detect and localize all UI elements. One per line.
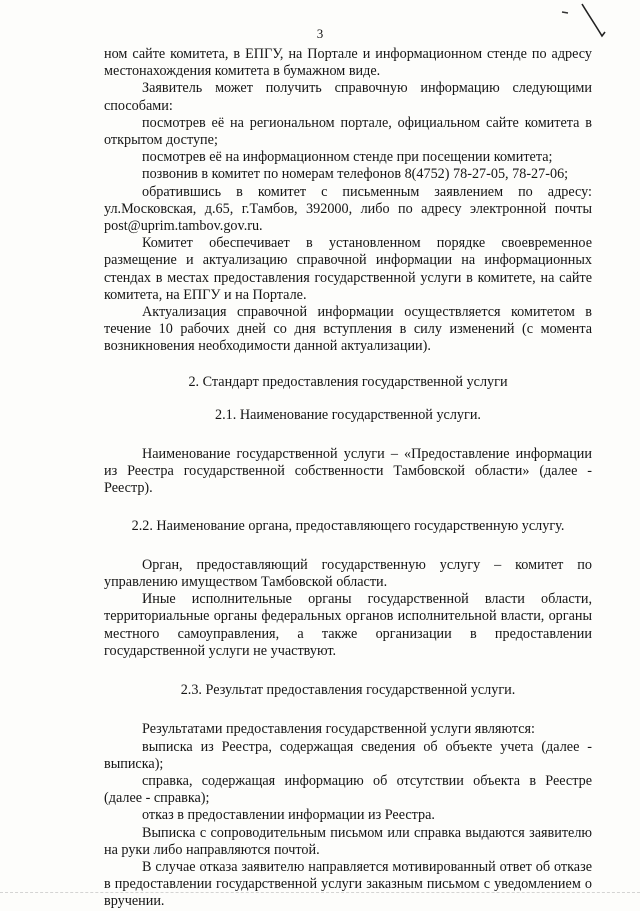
- section-2-3-heading: 2.3. Результат предоставления государственной услуги.: [180, 682, 516, 699]
- section-2-1-text: Наименование государственной услуги – «Предоставление информации из Реестра государственной собственности Тамбовской области» (далее - Реестр).: [104, 446, 592, 497]
- section-2-3-paragraph-4: отказ в предоставлении информации из Реестра.: [142, 807, 435, 824]
- section-2-1-heading: 2.1. Наименование государственной услуги.: [215, 406, 481, 423]
- paragraph-3: посмотрев её на региональном портале, официальном сайте комитета в открытом доступе;: [104, 114, 592, 149]
- section-2-2-paragraph-2: Иные исполнительные органы государственной власти области, территориальные органы федеральных органов исполнительной власти, органы местного самоуправления, а также организации в предоставлении государственной услуги не участвуют.: [104, 591, 592, 659]
- section-2-3-paragraph-6: В случае отказа заявителю направляется мотивированный ответ об отказе в предоставлении государственной услуги заказным письмом с уведомлением о вручении.: [104, 858, 592, 910]
- paragraph-2: Заявитель может получить справочную информацию следующими способами:: [104, 80, 592, 114]
- section-2-3-paragraph-2: выписка из Реестра, содержащая сведения об объекте учета (далее - выписка);: [104, 738, 592, 772]
- section-2-2-paragraph-1: Орган, предоставляющий государственную услугу – комитет по управлению имуществом Тамбовской области.: [104, 556, 592, 591]
- paragraph-8: Актуализация справочной информации осуществляется комитетом в течение 10 рабочих дней со дня вступления в силу изменений (с момента возникновения необходимости данной актуализации).: [104, 304, 592, 355]
- paragraph-7: Комитет обеспечивает в установленном порядке своевременное размещение и актуализацию справочной информации на информационных стендах в местах предоставления государственной услуги в комитете, на сайте комитета, на ЕПГУ и на Портале.: [104, 235, 592, 303]
- page-number: 3: [316, 26, 324, 41]
- document-body: [104, 46, 592, 911]
- scan-edge-artifact: [0, 892, 640, 899]
- section-2-3-paragraph-3: справка, содержащая информацию об отсутствии объекта в Реестре (далее - справка);: [104, 772, 592, 807]
- section-2-3-paragraph-5: Выписка с сопроводительным письмом или справка выдаются заявителю на руки либо направляются почтой.: [104, 824, 592, 858]
- section-2-2-heading: 2.2. Наименование органа, предоставляющего государственную услугу.: [131, 517, 565, 534]
- paragraph-5: позвонив в комитет по номерам телефонов 8(4752) 78-27-05, 78-27-06;: [142, 166, 569, 183]
- section-2-heading: 2. Стандарт предоставления государственной услуги: [188, 373, 508, 390]
- paragraph-4: посмотрев её на информационном стенде при посещении комитета;: [142, 149, 553, 166]
- paragraph-1: ном сайте комитета, в ЕПГУ, на Портале и информационном стенде по адресу местонахождения комитета в бумажном виде.: [104, 46, 592, 80]
- section-2-3-paragraph-1: Результатами предоставления государственной услуги являются:: [142, 721, 536, 738]
- paragraph-6: обратившись в комитет с письменным заявлением по адресу: ул.Московская, д.65, г.Тамбов, 392000, либо по адресу электронной почты post@uprim.tambov.gov.ru.: [104, 183, 592, 235]
